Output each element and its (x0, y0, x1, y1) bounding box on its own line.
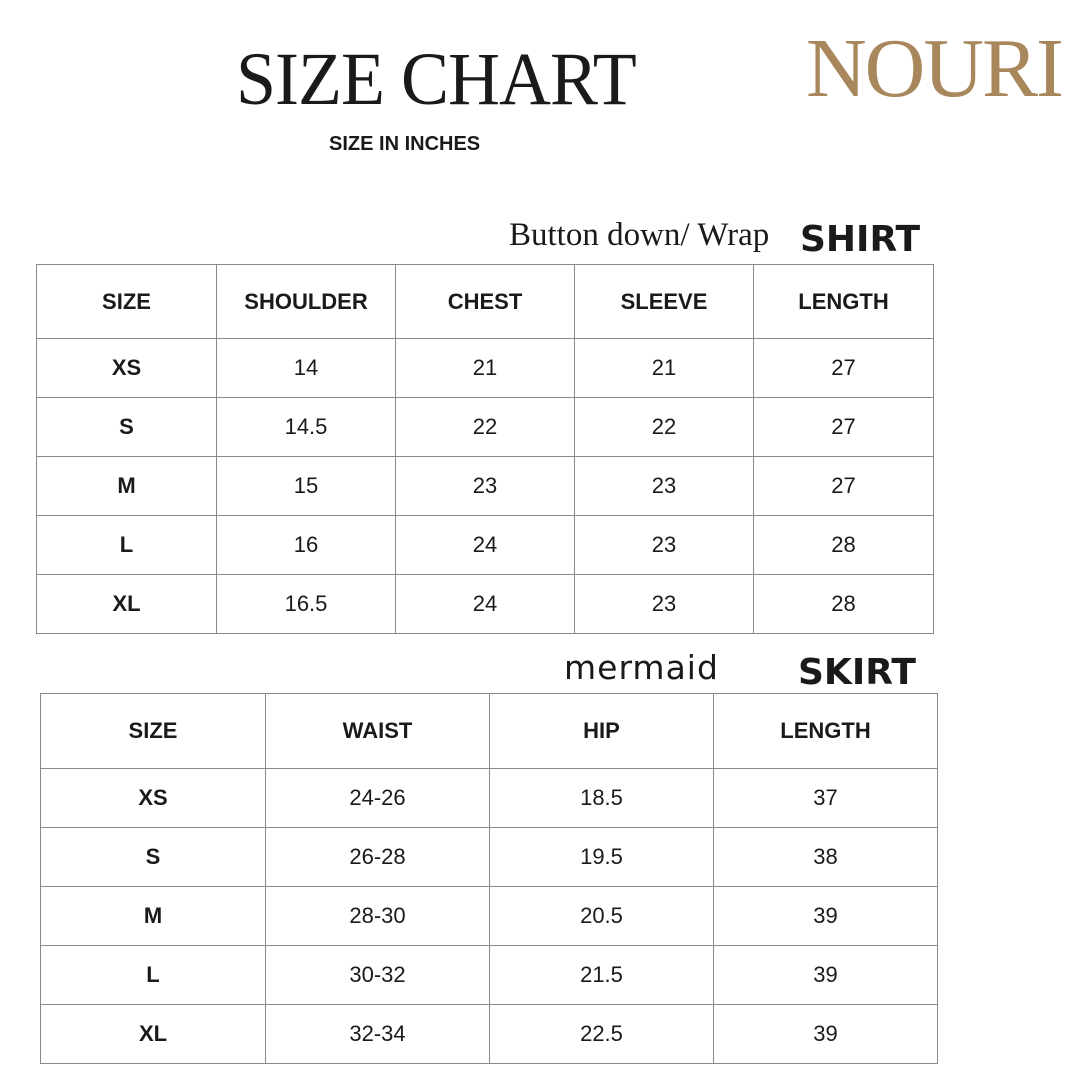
measurement-cell: 24 (396, 575, 575, 634)
shirt-type-caption: SHIRT (800, 219, 921, 260)
size-label-cell: XL (37, 575, 217, 634)
measurement-cell: 26-28 (266, 828, 490, 887)
measurement-cell: 27 (754, 398, 934, 457)
table-row (37, 575, 934, 634)
measurement-cell: 20.5 (490, 887, 714, 946)
measurement-cell: 16 (217, 516, 396, 575)
size-label-cell: M (41, 887, 266, 946)
table-row (37, 457, 934, 516)
measurement-cell: 28-30 (266, 887, 490, 946)
size-label-cell: S (37, 398, 217, 457)
size-label-cell: L (37, 516, 217, 575)
measurement-cell: 22 (575, 398, 754, 457)
column-header: LENGTH (714, 694, 938, 769)
measurement-cell: 15 (217, 457, 396, 516)
measurement-cell: 28 (754, 516, 934, 575)
shirt-style-caption: Button down/ Wrap (509, 217, 770, 253)
measurement-cell: 27 (754, 339, 934, 398)
column-header: WAIST (266, 694, 490, 769)
size-label-cell: M (37, 457, 217, 516)
measurement-cell: 38 (714, 828, 938, 887)
shirt-header-row (37, 265, 934, 339)
measurement-cell: 27 (754, 457, 934, 516)
column-header: SIZE (41, 694, 266, 769)
table-row (41, 887, 938, 946)
measurement-cell: 19.5 (490, 828, 714, 887)
column-header: HIP (490, 694, 714, 769)
brand-logo: NOURI (806, 22, 1062, 115)
shirt-size-table (36, 264, 934, 634)
skirt-style-caption: mermaid (564, 648, 719, 687)
measurement-cell: 21 (396, 339, 575, 398)
measurement-cell: 23 (396, 457, 575, 516)
measurement-cell: 23 (575, 575, 754, 634)
measurement-cell: 37 (714, 769, 938, 828)
column-header: SLEEVE (575, 265, 754, 339)
table-row (41, 946, 938, 1005)
column-header: SHOULDER (217, 265, 396, 339)
table-row (41, 828, 938, 887)
measurement-cell: 24 (396, 516, 575, 575)
measurement-cell: 39 (714, 1005, 938, 1064)
measurement-cell: 23 (575, 457, 754, 516)
measurement-cell: 32-34 (266, 1005, 490, 1064)
size-label-cell: XS (41, 769, 266, 828)
measurement-cell: 24-26 (266, 769, 490, 828)
table-row (41, 769, 938, 828)
measurement-cell: 14 (217, 339, 396, 398)
measurement-cell: 39 (714, 946, 938, 1005)
size-label-cell: L (41, 946, 266, 1005)
table-row (37, 516, 934, 575)
measurement-cell: 22 (396, 398, 575, 457)
column-header: LENGTH (754, 265, 934, 339)
page-subtitle: SIZE IN INCHES (329, 133, 481, 155)
skirt-header-row (41, 694, 938, 769)
skirt-size-table (40, 693, 938, 1064)
table-row (37, 339, 934, 398)
measurement-cell: 14.5 (217, 398, 396, 457)
size-label-cell: XL (41, 1005, 266, 1064)
table-row (37, 398, 934, 457)
measurement-cell: 28 (754, 575, 934, 634)
measurement-cell: 23 (575, 516, 754, 575)
column-header: SIZE (37, 265, 217, 339)
measurement-cell: 39 (714, 887, 938, 946)
size-label-cell: XS (37, 339, 217, 398)
measurement-cell: 16.5 (217, 575, 396, 634)
skirt-type-caption: SKIRT (798, 652, 916, 693)
measurement-cell: 21 (575, 339, 754, 398)
measurement-cell: 18.5 (490, 769, 714, 828)
table-row (41, 1005, 938, 1064)
measurement-cell: 22.5 (490, 1005, 714, 1064)
page-title: SIZE CHART (236, 36, 636, 121)
size-label-cell: S (41, 828, 266, 887)
column-header: CHEST (396, 265, 575, 339)
measurement-cell: 21.5 (490, 946, 714, 1005)
measurement-cell: 30-32 (266, 946, 490, 1005)
